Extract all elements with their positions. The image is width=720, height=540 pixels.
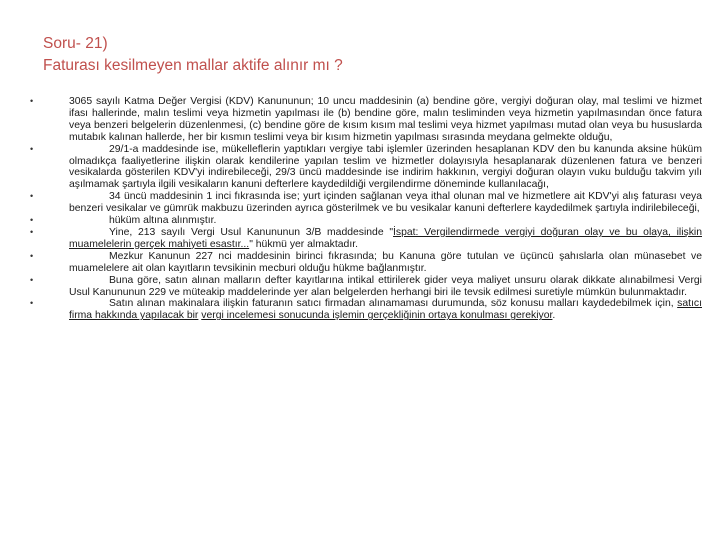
- list-item: [30, 251, 702, 275]
- paragraph-text: Mezkur Kanunun 227 nci maddesinin birinci fıkrasında; bu Kanuna göre tutulan ve üçüncü şahıslarla olan münasebet ve muamelelere ait olan kayıtların tevsikinin mecburi olduğu hükme bağlanmıştır.: [69, 250, 702, 274]
- paragraph-text: .: [552, 310, 556, 322]
- list-item: [30, 215, 702, 227]
- underlined-phrase: satıcı firma hakkında yapılacak bir: [69, 298, 702, 322]
- question-text: Faturası kesilmeyen mallar aktife alınır mı ?: [43, 57, 343, 74]
- paragraph-text: Buna göre, satın alınan malların defter kayıtlarına intikal ettirilerek gider veya maliyet unsuru olarak dikkate alınabilmesi Vergi Usul Kanununun 229 ve müteakip maddelerinde yer alan belgelerden herhangi biri ile tevsik edilmesi suretiyle mümkün bulunmaktadır.: [69, 274, 702, 298]
- list-item: [30, 298, 702, 322]
- bullet-icon: •: [30, 298, 34, 309]
- paragraph-text: Satın alınan makinalara ilişkin faturanın satıcı firmadan alınamaması durumunda, söz konusu malları kaydedebilmek için,: [109, 298, 678, 310]
- underlined-phrase: vergi incelemesi sonucunda işlemin gerçekliğinin ortaya konulması gerekiyor: [201, 310, 553, 322]
- underlined-quote: İspat: Vergilendirmede vergiyi doğuran olay ve bu olaya, ilişkin muamelelerin gerçek mahiyeti esastır...: [69, 226, 702, 250]
- paragraph-text: 3065 sayılı Katma Değer Vergisi (KDV) Kanununun; 10 uncu maddesinin (a) bendine göre, vergiyi doğuran olay, mal teslimi ve hizmet ifası hallerinde, malın teslimi veya hizmetin yapılması ile (b) bendine göre, malın tesliminden veya hizmetin yapılmasından önce fatura veya benzeri belgelerin düzenlenmesi, (c) bendine göre de kısım kısım mal teslimi veya hizmet yapılması mutad olan veya bu hususlarda mutabık kalınan hallerde, her bir kısmın teslimi veya bir kısım hizmetin yapılması sırasında meydana gelmekte olduğu,: [69, 96, 702, 143]
- paragraph-text: " hükmü yer almaktadır.: [249, 238, 358, 250]
- paragraph-text: 29/1-a maddesinde ise, mükelleflerin yaptıkları vergiye tabi işlemler üzerinden hesaplanan KDV den bu kanunda aksine hüküm olmadıkça faaliyetlerine ilişkin olarak kendilerine yapılan teslim ve hizmetler dolayısıyla hesaplanarak düzenlenen fatura ve benzeri vesikalarda gösterilen KDV'yi indirebileceği, 29/3 üncü maddesinde ise indirim hakkının, vergiyi doğuran olayın vuku bulduğu takvim yılı aşılmamak şartıyla ilgili vesikaların kanuni defterlere kaydedildiği vergilendirme döneminde kullanılacağı,: [69, 143, 702, 191]
- list-item: [30, 191, 702, 215]
- list-item: [30, 144, 702, 192]
- bullet-icon: •: [30, 143, 34, 154]
- bullet-icon: •: [30, 226, 34, 237]
- paragraph-text: 34 üncü maddesinin 1 inci fıkrasında ise; yurt içinden sağlanan veya ithal olunan mal ve hizmetlere ait KDV'yi alış faturası veya benzeri vesikalar ve gümrük makbuzu üzerinden ayrıca gösterilmek ve bu vesikalar kanuni defterlere kaydedilmek şartıyla indirilebileceği,: [69, 191, 702, 215]
- bullet-icon: •: [30, 96, 34, 106]
- bullet-icon: •: [30, 274, 34, 285]
- slide-title: [43, 33, 683, 77]
- list-item: [30, 275, 702, 299]
- bullet-icon: •: [30, 191, 34, 202]
- list-item: [30, 96, 702, 144]
- list-item: [30, 227, 702, 251]
- bullet-icon: •: [30, 250, 34, 261]
- question-number: Soru- 21): [43, 35, 108, 52]
- bullet-icon: •: [30, 215, 34, 226]
- paragraph-text: Yine, 213 sayılı Vergi Usul Kanununun 3/B maddesinde ": [109, 226, 394, 238]
- paragraph-text: hüküm altına alınmıştır.: [109, 215, 217, 227]
- bullet-list: [30, 96, 702, 322]
